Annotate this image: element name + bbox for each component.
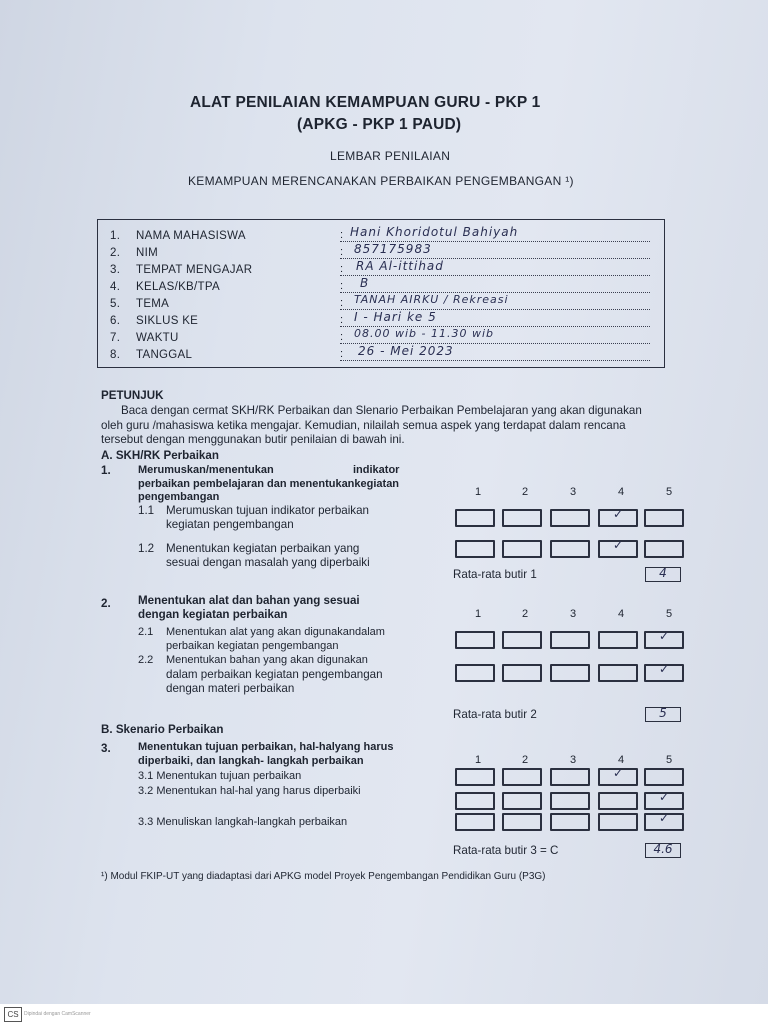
- rating-checkbox[interactable]: [455, 792, 495, 810]
- info-row: 3. TEMPAT MENGAJAR: [110, 264, 253, 276]
- rating-checkbox[interactable]: [455, 664, 495, 682]
- item-title: Menentukan tujuan perbaikan, hal-halyang harus: [138, 741, 394, 753]
- scale-number: 3: [569, 608, 577, 620]
- footnote: ¹) Modul FKIP-UT yang diadaptasi dari APKG model Proyek Pengembangan Pendidikan Guru (P3G): [101, 871, 546, 882]
- sub-text: Menentukan alat yang akan digunakandalam: [166, 626, 385, 638]
- check-mark-icon: ✓: [612, 766, 624, 780]
- scale-number: 4: [617, 608, 625, 620]
- average-label: Rata-rata butir 3 = C: [453, 844, 559, 857]
- subtitle: LEMBAR PENILAIAN: [330, 149, 451, 163]
- value-tempat: RA Al-ittihad: [356, 259, 444, 273]
- item-title: perbaikan pembelajaran dan menentukankegiatan: [138, 478, 400, 490]
- rating-checkbox[interactable]: [644, 664, 684, 682]
- petunjuk-line: tersebut dengan menggunakan butir penilaian di bawah ini.: [101, 433, 405, 446]
- check-mark-icon: ✓: [658, 790, 670, 804]
- check-mark-icon: ✓: [658, 662, 670, 676]
- scale-number: 2: [521, 486, 529, 498]
- sub-text: 3.2 Menentukan hal-hal yang harus diperbaiki: [138, 785, 361, 797]
- rating-checkbox[interactable]: [550, 509, 590, 527]
- average-label: Rata-rata butir 1: [453, 568, 537, 581]
- value-tema: TANAH AIRKU / Rekreasi: [354, 293, 509, 306]
- value-tanggal: 26 - Mei 2023: [358, 344, 454, 358]
- scale-number: 2: [521, 754, 529, 766]
- sub-text: perbaikan kegiatan pengembangan: [166, 640, 339, 652]
- average-label: Rata-rata butir 2: [453, 708, 537, 721]
- rating-checkbox[interactable]: [644, 509, 684, 527]
- rating-checkbox[interactable]: [598, 792, 638, 810]
- sub-number: 1.1: [138, 504, 155, 517]
- item-number: 2.: [101, 597, 111, 610]
- scanner-caption: Dipindai dengan CamScanner: [24, 1011, 91, 1017]
- sub-number: 2.1: [138, 626, 154, 638]
- check-mark-icon: ✓: [612, 538, 624, 552]
- average-score-box: 4.6: [645, 843, 681, 858]
- sub-text: dengan materi perbaikan: [166, 682, 295, 695]
- scale-number: 4: [617, 754, 625, 766]
- rating-checkbox[interactable]: [502, 631, 542, 649]
- rating-checkbox[interactable]: [550, 664, 590, 682]
- rating-checkbox[interactable]: [455, 813, 495, 831]
- rating-checkbox[interactable]: [644, 768, 684, 786]
- petunjuk-heading: PETUNJUK: [101, 389, 164, 402]
- item-title: indikator: [353, 464, 400, 476]
- sub-number: 1.2: [138, 542, 155, 555]
- value-kelas: B: [360, 276, 370, 290]
- rating-checkbox[interactable]: [455, 540, 495, 558]
- rating-checkbox[interactable]: [598, 509, 638, 527]
- check-mark-icon: ✓: [658, 811, 670, 825]
- scanner-footer: [0, 1004, 768, 1024]
- section-b-heading: B. Skenario Perbaikan: [101, 723, 224, 736]
- value-nama: Hani Khoridotul Bahiyah: [350, 225, 519, 239]
- scale-number: 3: [569, 486, 577, 498]
- average-score-box: 4: [645, 567, 681, 582]
- rating-checkbox[interactable]: [502, 540, 542, 558]
- rating-checkbox[interactable]: [455, 509, 495, 527]
- petunjuk-line: oleh guru /mahasiswa ketika mengajar. Kemudian, nilailah semua aspek yang terdapat dalam rencana: [101, 419, 626, 432]
- scale-number: 1: [474, 754, 482, 766]
- rating-checkbox[interactable]: [644, 792, 684, 810]
- sub-text: 3.3 Menuliskan langkah-langkah perbaikan: [138, 816, 348, 828]
- rating-checkbox[interactable]: [550, 813, 590, 831]
- rating-checkbox[interactable]: [644, 631, 684, 649]
- scale-number: 5: [665, 486, 673, 498]
- info-row: 7. WAKTU: [110, 332, 179, 344]
- rating-checkbox[interactable]: [550, 768, 590, 786]
- check-mark-icon: ✓: [658, 629, 670, 643]
- rating-checkbox[interactable]: [598, 540, 638, 558]
- sub-number: 2.2: [138, 654, 154, 666]
- rating-checkbox[interactable]: [550, 792, 590, 810]
- sub-text: Merumuskan tujuan indikator perbaikan: [166, 504, 370, 517]
- rating-checkbox[interactable]: [550, 540, 590, 558]
- sub-text: Menentukan kegiatan perbaikan yang: [166, 542, 360, 555]
- rating-checkbox[interactable]: [455, 631, 495, 649]
- item-title: dengan kegiatan perbaikan: [138, 608, 288, 621]
- rating-checkbox[interactable]: [502, 664, 542, 682]
- item-number: 1.: [101, 464, 111, 477]
- scale-number: 5: [665, 608, 673, 620]
- item-number: 3.: [101, 742, 111, 755]
- info-row: 1. NAMA MAHASISWA: [110, 230, 246, 242]
- rating-checkbox[interactable]: [598, 813, 638, 831]
- item-title: diperbaiki, dan langkah- langkah perbaikan: [138, 755, 364, 767]
- value-waktu: 08.00 wib - 11.30 wib: [354, 327, 495, 340]
- document-page: ALAT PENILAIAN KEMAMPUAN GURU - PKP 1 (APKG - PKP 1 PAUD) LEMBAR PENILAIAN KEMAMPUAN MERENCANAKAN PERBAIKAN PENGEMBANGAN ¹) 1. NAMA MAHASISWA 2. NIM 3. TEMPAT MENGAJAR 4. KELAS/KB/TPA 5. TEMA 6. SIKLUS KE 7. WAKTU 8. TANGGAL : : : : : : : : Hani Khoridotul Bahiyah 857175983 RA Al-ittihad B TANAH AIRKU / Rekreasi I - Hari ke 5 08.00 wib - 11.30 wib 26 - Mei 2023 PETUNJUK Baca dengan cermat SKH/RK Perbaikan dan Slenario Perbaikan Pembelajaran yang akan digunakan oleh guru /mahasiswa ketika mengajar. Kemudian, nilailah semua aspek yang terdapat dalam rencana tersebut dengan menggunakan butir penilaian di bawah ini. A. SKH/RK Perbaikan 1. Merumuskan/menentukan indikator perbaikan pembelajaran dan menentukankegiatan pengembangan 1.1 Merumuskan tujuan indikator perbaikan kegiatan pengembangan 1.2 Menentukan kegiatan perbaikan yang sesuai dengan masalah yang diperbaiki Rata-rata butir 1 4 2. Menentukan alat dan bahan yang sesuai dengan kegiatan perbaikan 2.1 Menentukan alat yang akan digunakandalam perbaikan kegiatan pengembangan 2.2 Menentukan bahan yang akan digunakan dalam perbaikan kegiatan pengembangan dengan materi perbaikan Rata-rata butir 2 5 B. Skenario Perbaikan 3. Menentukan tujuan perbaikan, hal-halyang harus diperbaiki, dan langkah- langkah perbaikan 3.1 Menentukan tujuan perbaikan 3.2 Menentukan hal-hal yang harus diperbaiki 3.3 Menuliskan langkah-langkah perbaikan Rata-rata butir 3 = C 4.6 ¹) Modul FKIP-UT yang diadaptasi dari APKG model Proyek Pengembangan Pendidikan Guru (P3G) 1 2 3 4 5 1 2 3 4 5 1 2 3 4 5 ✓ ✓ ✓ ✓ ✓ ✓ ✓: [0, 0, 768, 1004]
- rating-checkbox[interactable]: [644, 540, 684, 558]
- scale-number: 2: [521, 608, 529, 620]
- rating-checkbox[interactable]: [502, 792, 542, 810]
- item-title: Menentukan alat dan bahan yang sesuai: [138, 594, 360, 607]
- sub-text: 3.1 Menentukan tujuan perbaikan: [138, 770, 302, 782]
- scale-number: 3: [569, 754, 577, 766]
- info-row: 4. KELAS/KB/TPA: [110, 281, 220, 293]
- rating-checkbox[interactable]: [455, 768, 495, 786]
- info-row: 6. SIKLUS KE: [110, 315, 199, 327]
- info-row: 2. NIM: [110, 247, 158, 259]
- sub-text: sesuai dengan masalah yang diperbaiki: [166, 556, 370, 569]
- value-nim: 857175983: [354, 242, 432, 256]
- rating-checkbox[interactable]: [644, 813, 684, 831]
- rating-checkbox[interactable]: [598, 631, 638, 649]
- item-title: Merumuskan/menentukan: [138, 464, 274, 476]
- rating-checkbox[interactable]: [502, 813, 542, 831]
- rating-checkbox[interactable]: [502, 509, 542, 527]
- title-line-2: (APKG - PKP 1 PAUD): [297, 116, 462, 133]
- rating-checkbox[interactable]: [598, 664, 638, 682]
- rating-checkbox[interactable]: [550, 631, 590, 649]
- scale-number: 1: [474, 486, 482, 498]
- sub-text: kegiatan pengembangan: [166, 518, 294, 531]
- check-mark-icon: ✓: [612, 507, 624, 521]
- sub-text: dalam perbaikan kegiatan pengembangan: [166, 668, 383, 681]
- scale-number: 5: [665, 754, 673, 766]
- section-a-heading: A. SKH/RK Perbaikan: [101, 449, 219, 462]
- sub-text: Menentukan bahan yang akan digunakan: [166, 654, 368, 666]
- average-score-box: 5: [645, 707, 681, 722]
- rating-checkbox[interactable]: [502, 768, 542, 786]
- camscanner-logo: CS: [4, 1007, 22, 1022]
- rating-checkbox[interactable]: [598, 768, 638, 786]
- info-row: 8. TANGGAL: [110, 349, 193, 361]
- item-title: pengembangan: [138, 491, 220, 503]
- title-line-1: ALAT PENILAIAN KEMAMPUAN GURU - PKP 1: [190, 94, 541, 111]
- scale-number: 1: [474, 608, 482, 620]
- info-row: 5. TEMA: [110, 298, 170, 310]
- petunjuk-line: Baca dengan cermat SKH/RK Perbaikan dan Slenario Perbaikan Pembelajaran yang akan digunakan: [121, 404, 642, 417]
- value-siklus: I - Hari ke 5: [354, 310, 437, 324]
- scale-number: 4: [617, 486, 625, 498]
- subtitle-2: KEMAMPUAN MERENCANAKAN PERBAIKAN PENGEMBANGAN ¹): [188, 174, 574, 188]
